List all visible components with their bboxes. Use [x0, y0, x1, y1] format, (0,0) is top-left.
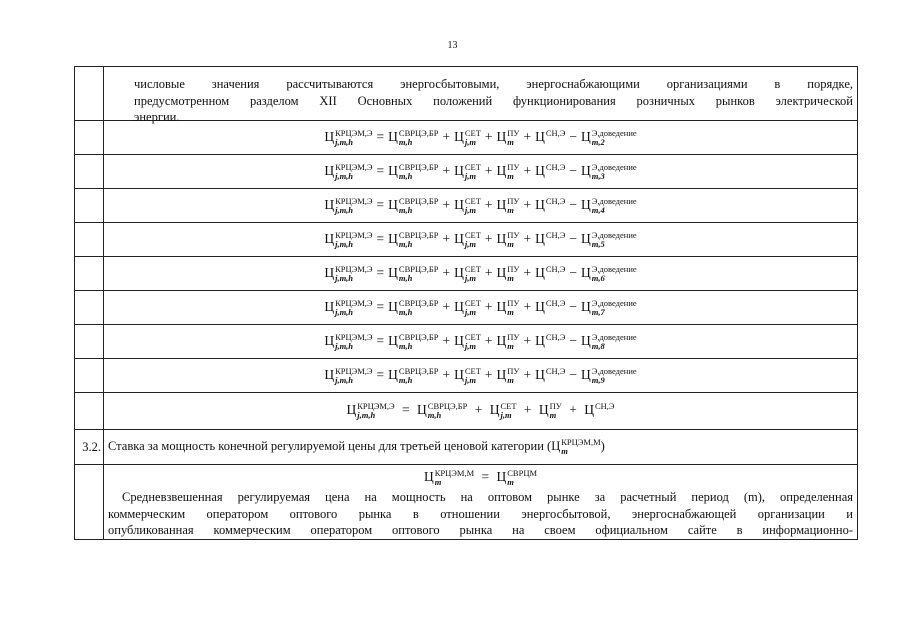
formula: Ц КРЦЭМ,Э j,m,h = Ц СВРЦЭ,БР m,h + Ц СЕТ j,m + Ц ПУ m + Ц СН,Э − Ц Э,доведение m,3 [324, 161, 637, 181]
formula-number-cell [75, 325, 104, 359]
section-body-row [75, 465, 858, 540]
formula-cell [104, 393, 858, 430]
formula: Ц КРЦЭМ,Э j,m,h = Ц СВРЦЭ,БР m,h + Ц СЕТ j,m + Ц ПУ m + Ц СН,Э − Ц Э,доведение m,6 [324, 263, 637, 283]
formula: Ц КРЦЭМ,Э j,m,h = Ц СВРЦЭ,БР m,h + Ц СЕТ j,m + Ц ПУ m + Ц СН,Э − Ц Э,доведение m,8 [324, 331, 637, 351]
section-heading-text: Ставка за мощность конечной регулируемой цены для третьей ценовой категории ( [108, 438, 552, 453]
formula-cell [104, 291, 858, 325]
formula-cell [104, 155, 858, 189]
formula-cell [104, 257, 858, 291]
intro-number-cell [75, 67, 104, 121]
formula-row [75, 121, 858, 155]
formula-cell [104, 189, 858, 223]
formula-row [75, 325, 858, 359]
body-line: Средневзвешенная регулируемая цена на мощность на оптовом рынке за расчетный период (m), определенная [122, 490, 853, 504]
formula-cell [104, 359, 858, 393]
formula-number-cell [75, 189, 104, 223]
formula-row [75, 359, 858, 393]
section-paragraph [108, 489, 853, 539]
formula-rows [75, 121, 858, 393]
intro-paragraph [104, 67, 857, 124]
intro-line: числовые значения рассчитываются энергосбытовыми, энергоснабжающими организациями в порядке, [134, 77, 853, 91]
formula: Ц КРЦЭМ,Э j,m,h = Ц СВРЦЭ,БР m,h + Ц СЕТ j,m + Ц ПУ m + Ц СН,Э − Ц Э,доведение m,5 [324, 229, 637, 249]
page-number: 13 [447, 40, 458, 51]
formula: Ц КРЦЭМ,Э j,m,h = Ц СВРЦЭ,БР m,h + Ц СЕТ j,m + Ц ПУ m + Ц СН,Э − Ц Э,доведение m,4 [324, 195, 637, 215]
formula-cell [104, 223, 858, 257]
formula-row-final [75, 393, 858, 430]
formula: Ц КРЦЭМ,Э j,m,h = Ц СВРЦЭ,БР m,h + Ц СЕТ j,m + Ц ПУ m + Ц СН,Э − Ц Э,доведение m,2 [324, 127, 637, 147]
formula-number-cell [75, 393, 104, 430]
intro-line: энергии. [134, 110, 180, 124]
body-line: опубликованная коммерческим оператором оптового рынка на своем официальном сайте в информационно- [108, 523, 853, 537]
formula-number-cell [75, 359, 104, 393]
section-number: 3.2. [75, 430, 104, 465]
intro-cell [104, 67, 858, 124]
formula-number-cell [75, 291, 104, 325]
formula-number-cell [75, 121, 104, 155]
section-body-number-cell [75, 465, 104, 540]
formula-row [75, 257, 858, 291]
intro-row [75, 67, 858, 121]
content-table [74, 66, 858, 540]
formula-final: Ц КРЦЭМ,Э j,m,h = Ц СВРЦЭ,БР m,h + Ц СЕТ j,m + Ц ПУ m + Ц СН,Э [346, 401, 615, 420]
formula-number-cell [75, 223, 104, 257]
section-formula: Ц КРЦЭМ,М m = Ц СВРЦМ m [423, 468, 538, 487]
formula-row [75, 155, 858, 189]
section-heading-row [75, 430, 858, 465]
section-heading: Ставка за мощность конечной регулируемой цены для третьей ценовой категории (Ц КРЦЭМ,М m ) [104, 430, 858, 465]
formula-number-cell [75, 155, 104, 189]
formula-number-cell [75, 257, 104, 291]
formula-cell [104, 121, 858, 155]
formula-row [75, 291, 858, 325]
formula-cell [104, 325, 858, 359]
formula: Ц КРЦЭМ,Э j,m,h = Ц СВРЦЭ,БР m,h + Ц СЕТ j,m + Ц ПУ m + Ц СН,Э − Ц Э,доведение m,9 [324, 365, 637, 385]
formula: Ц КРЦЭМ,Э j,m,h = Ц СВРЦЭ,БР m,h + Ц СЕТ j,m + Ц ПУ m + Ц СН,Э − Ц Э,доведение m,7 [324, 297, 637, 317]
formula-row [75, 189, 858, 223]
formula-row [75, 223, 858, 257]
intro-line: предусмотренном разделом XII Основных положений функционирования розничных рынков электрической [134, 93, 853, 108]
body-line: коммерческим оператором оптового рынка в отношении энергосбытовой, энергоснабжающей организации и [108, 506, 853, 521]
section-body [104, 465, 858, 540]
